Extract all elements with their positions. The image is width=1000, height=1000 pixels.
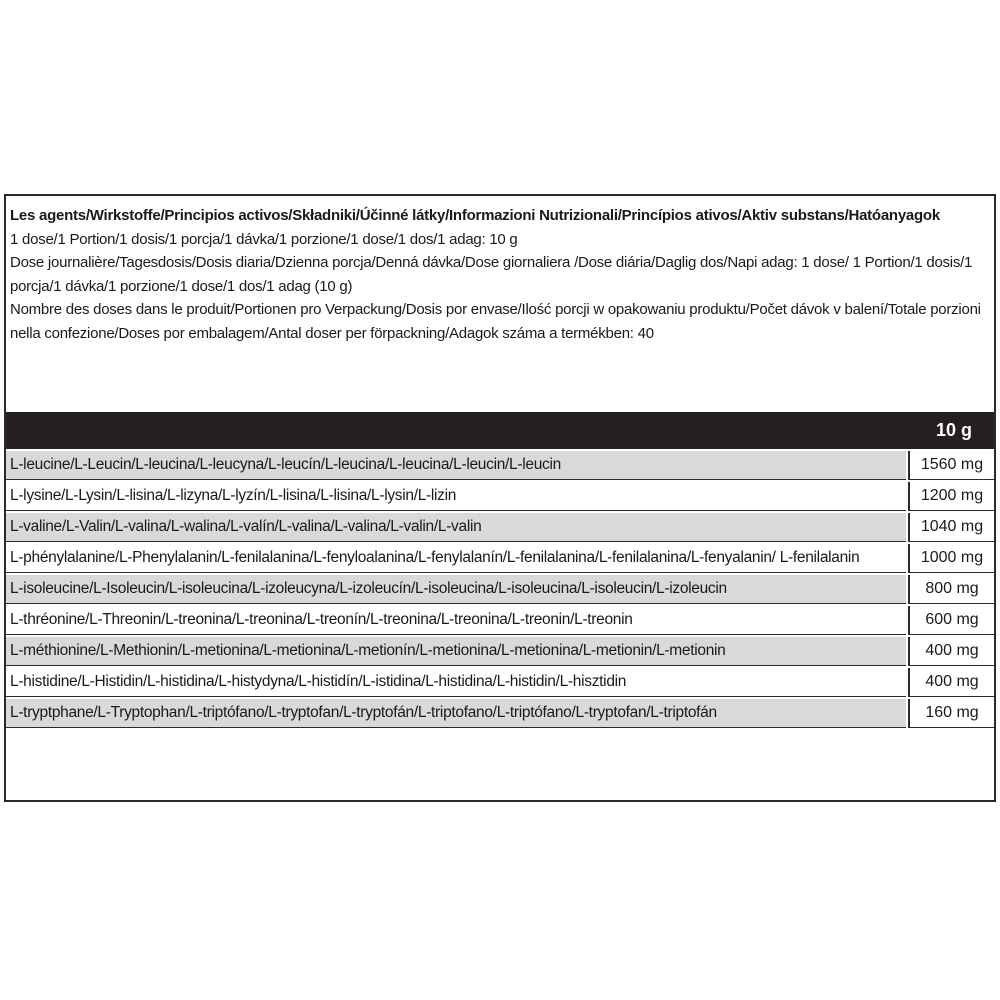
- nutrition-label: [4, 194, 996, 802]
- table-row: [6, 604, 994, 635]
- serving-size-text: 1 dose/1 Portion/1 dosis/1 porcja/1 dávka/1 porzione/1 dose/1 dos/1 adag: 10 g: [10, 230, 518, 248]
- table-row: [6, 635, 994, 666]
- table-row: [6, 480, 994, 511]
- ingredient-amount: 1560 mg: [908, 451, 994, 480]
- ingredient-name: L-phénylalanine/L-Phenylalanin/L-fenilalanina/L-fenyloalanina/L-fenylalanín/L-fenilalanina/L-fenilalanina/L-fenyalanin/ L-fenilalanin: [6, 544, 906, 573]
- ingredient-amount: 600 mg: [908, 606, 994, 635]
- daily-dose-text: Dose journalière/Tagesdosis/Dosis diaria/Dzienna porcja/Denná dávka/Dose giornaliera /Dose diária/Daglig dos/Napi adag: 1 dose/ 1 Portion/1 dosis/1 porcja/1 dávka/1 porzione/1 dose/1 dos/1 adag (10 g): [10, 254, 973, 295]
- ingredient-name: L-isoleucine/L-Isoleucin/L-isoleucina/L-izoleucyna/L-izoleucín/L-isoleucina/L-isoleucina/L-isoleucin/L-izoleucin: [6, 575, 906, 604]
- label-intro: [10, 204, 990, 345]
- ingredient-amount: 1000 mg: [908, 544, 994, 573]
- table-row: [6, 697, 994, 728]
- table-row: [6, 666, 994, 697]
- table-row: [6, 573, 994, 604]
- table-row: [6, 511, 994, 542]
- ingredient-amount: 800 mg: [908, 575, 994, 604]
- ingredient-name: L-tryptphane/L-Tryptophan/L-triptófano/L-tryptofan/L-tryptofán/L-triptofano/L-triptófano/L-tryptofan/L-triptofán: [6, 699, 906, 728]
- ingredient-name: L-valine/L-Valin/L-valina/L-walina/L-valín/L-valina/L-valina/L-valin/L-valin: [6, 513, 906, 542]
- ingredient-name: L-thréonine/L-Threonin/L-treonina/L-treonina/L-treonín/L-treonina/L-treonina/L-treonin/L-treonin: [6, 606, 906, 635]
- ingredient-amount: 400 mg: [908, 668, 994, 697]
- ingredient-amount: 1040 mg: [908, 513, 994, 542]
- ingredient-amount: 160 mg: [908, 699, 994, 728]
- table-header: [6, 412, 994, 449]
- ingredient-amount: 400 mg: [908, 637, 994, 666]
- table-row: [6, 542, 994, 573]
- ingredient-name: L-leucine/L-Leucin/L-leucina/L-leucyna/L-leucín/L-leucina/L-leucina/L-leucin/L-leucin: [6, 451, 906, 480]
- ingredient-amount: 1200 mg: [908, 482, 994, 511]
- table-row: [6, 449, 994, 480]
- amino-acid-table: [6, 449, 994, 728]
- servings-per-pack-text: Nombre des doses dans le produit/Portionen pro Verpackung/Dosis por envase/Ilość porcji w opakowaniu produktu/Počet dávok v balení/Totale porzioni nella confezione/Doses por embalagem/Antal doser per förpackning/Adagok száma a termékben: 40: [10, 301, 981, 342]
- ingredient-name: L-histidine/L-Histidin/L-histidina/L-histydyna/L-histidín/L-istidina/L-histidina/L-histidin/L-hisztidin: [6, 668, 906, 697]
- column-header-amount: 10 g: [935, 420, 972, 440]
- label-title: Les agents/Wirkstoffe/Principios activos/Składniki/Účinné látky/Informazioni Nutrizionali/Princípios ativos/Aktiv substans/Hatóanyagok: [10, 207, 940, 224]
- ingredient-name: L-méthionine/L-Methionin/L-metionina/L-metionina/L-metionín/L-metionina/L-metionina/L-metionin/L-metionin: [6, 637, 906, 666]
- ingredient-name: L-lysine/L-Lysin/L-lisina/L-lizyna/L-lyzín/L-lisina/L-lisina/L-lysin/L-lizin: [6, 482, 906, 511]
